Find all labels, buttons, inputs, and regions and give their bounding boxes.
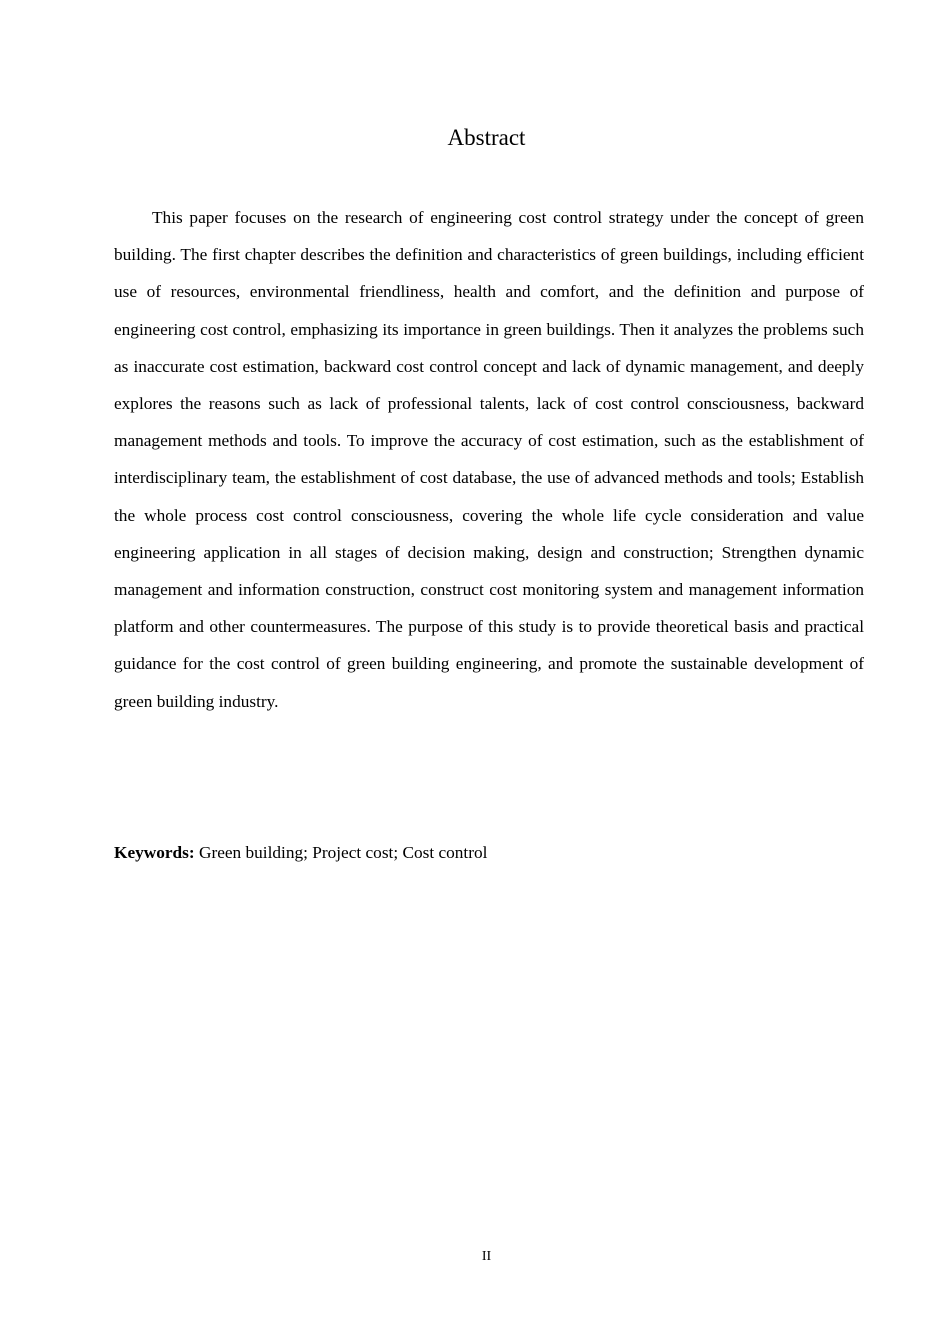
page-title: Abstract: [447, 125, 526, 150]
keywords-value: Green building; Project cost; Cost control: [198, 843, 488, 862]
page-number: II: [481, 1249, 492, 1264]
keywords-label: Keywords:: [114, 843, 195, 862]
keywords-line: [114, 838, 864, 868]
abstract-paragraph: This paper focuses on the research of engineering cost control strategy under the concept of green building. The first chapter describes the definition and characteristics of green buildings, including efficient use of resources, environmental friendliness, health and comfort, and the definition and purpose of engineering cost control, emphasizing its importance in green buildings. Then it analyzes the problems such as inaccurate cost estimation, backward cost control concept and lack of dynamic management, and deeply explores the reasons such as lack of professional talents, lack of cost control consciousness, backward management methods and tools. To improve the accuracy of cost estimation, such as the establishment of interdisciplinary team, the establishment of cost database, the use of advanced methods and tools; Establish the whole process cost control consciousness, covering the whole life cycle consideration and value engineering application in all stages of decision making, design and construction; Strengthen dynamic management and information construction, construct cost monitoring system and management information platform and other countermeasures. The purpose of this study is to provide theoretical basis and practical guidance for the cost control of green building engineering, and promote the sustainable development of green building industry.: [114, 208, 864, 711]
